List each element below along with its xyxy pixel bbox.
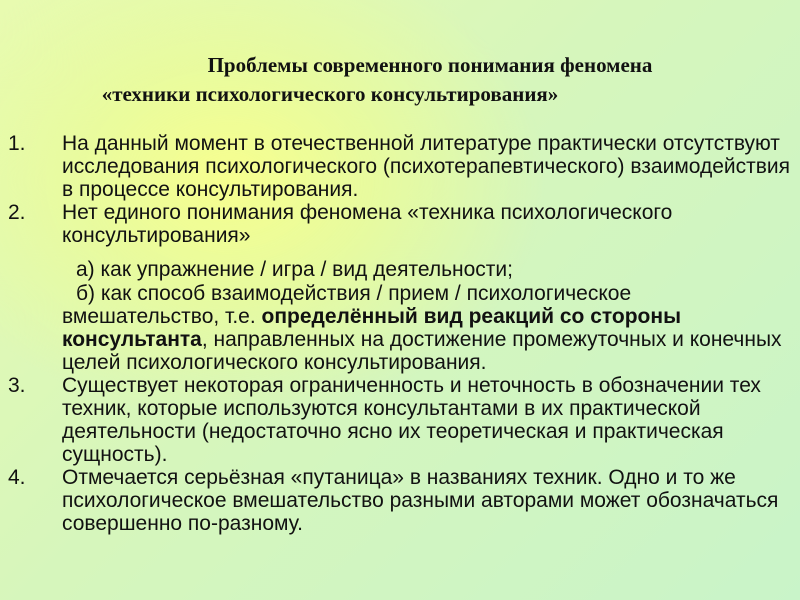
sub-item-a: а) как упражнение / игра / вид деятельности;	[76, 258, 513, 281]
list-item-number: 3.	[8, 374, 26, 397]
slide-title	[0, 51, 800, 109]
title-line-1: Проблемы современного понимания феномена	[207, 53, 653, 77]
list-item-text: Отмечается серьёзная «путаница» в названиях техник. Одно и то же психологическое вмешательство разными авторами может обозначаться совершенно по-разному.	[62, 466, 779, 535]
list-item	[0, 201, 800, 374]
list-item-number: 1.	[8, 132, 26, 155]
list-item	[0, 466, 800, 535]
sub-item-b-start: б) как способ взаимодействия / прием / психологическое вмешательство, т.е.	[62, 282, 632, 328]
list-item	[0, 132, 800, 201]
problems-list	[0, 132, 800, 535]
sub-item-b	[62, 282, 792, 374]
sub-item-b-end: , направленных на достижение промежуточных и конечных целей психологического консультирования.	[62, 328, 782, 374]
list-item-number: 4.	[8, 466, 26, 489]
list-item-text: На данный момент в отечественной литературе практически отсутствуют исследования психологического (психотерапевтического) взаимодействия в процессе консультирования.	[62, 132, 791, 201]
list-item-text: Нет единого понимания феномена «техника психологического консультирования»	[62, 201, 673, 247]
list-item-number: 2.	[8, 201, 26, 224]
sub-item-b-emphasis: определённый вид реакций со стороны консультанта	[62, 305, 681, 351]
list-item	[0, 374, 800, 466]
list-item-text: Существует некоторая ограниченность и неточность в обозначении тех техник, которые используются консультантами в их практической деятельности (недостаточно ясно их теоретическая и практическая сущность).	[62, 374, 761, 466]
title-line-2: «техники психологического консультирования»	[101, 82, 559, 106]
